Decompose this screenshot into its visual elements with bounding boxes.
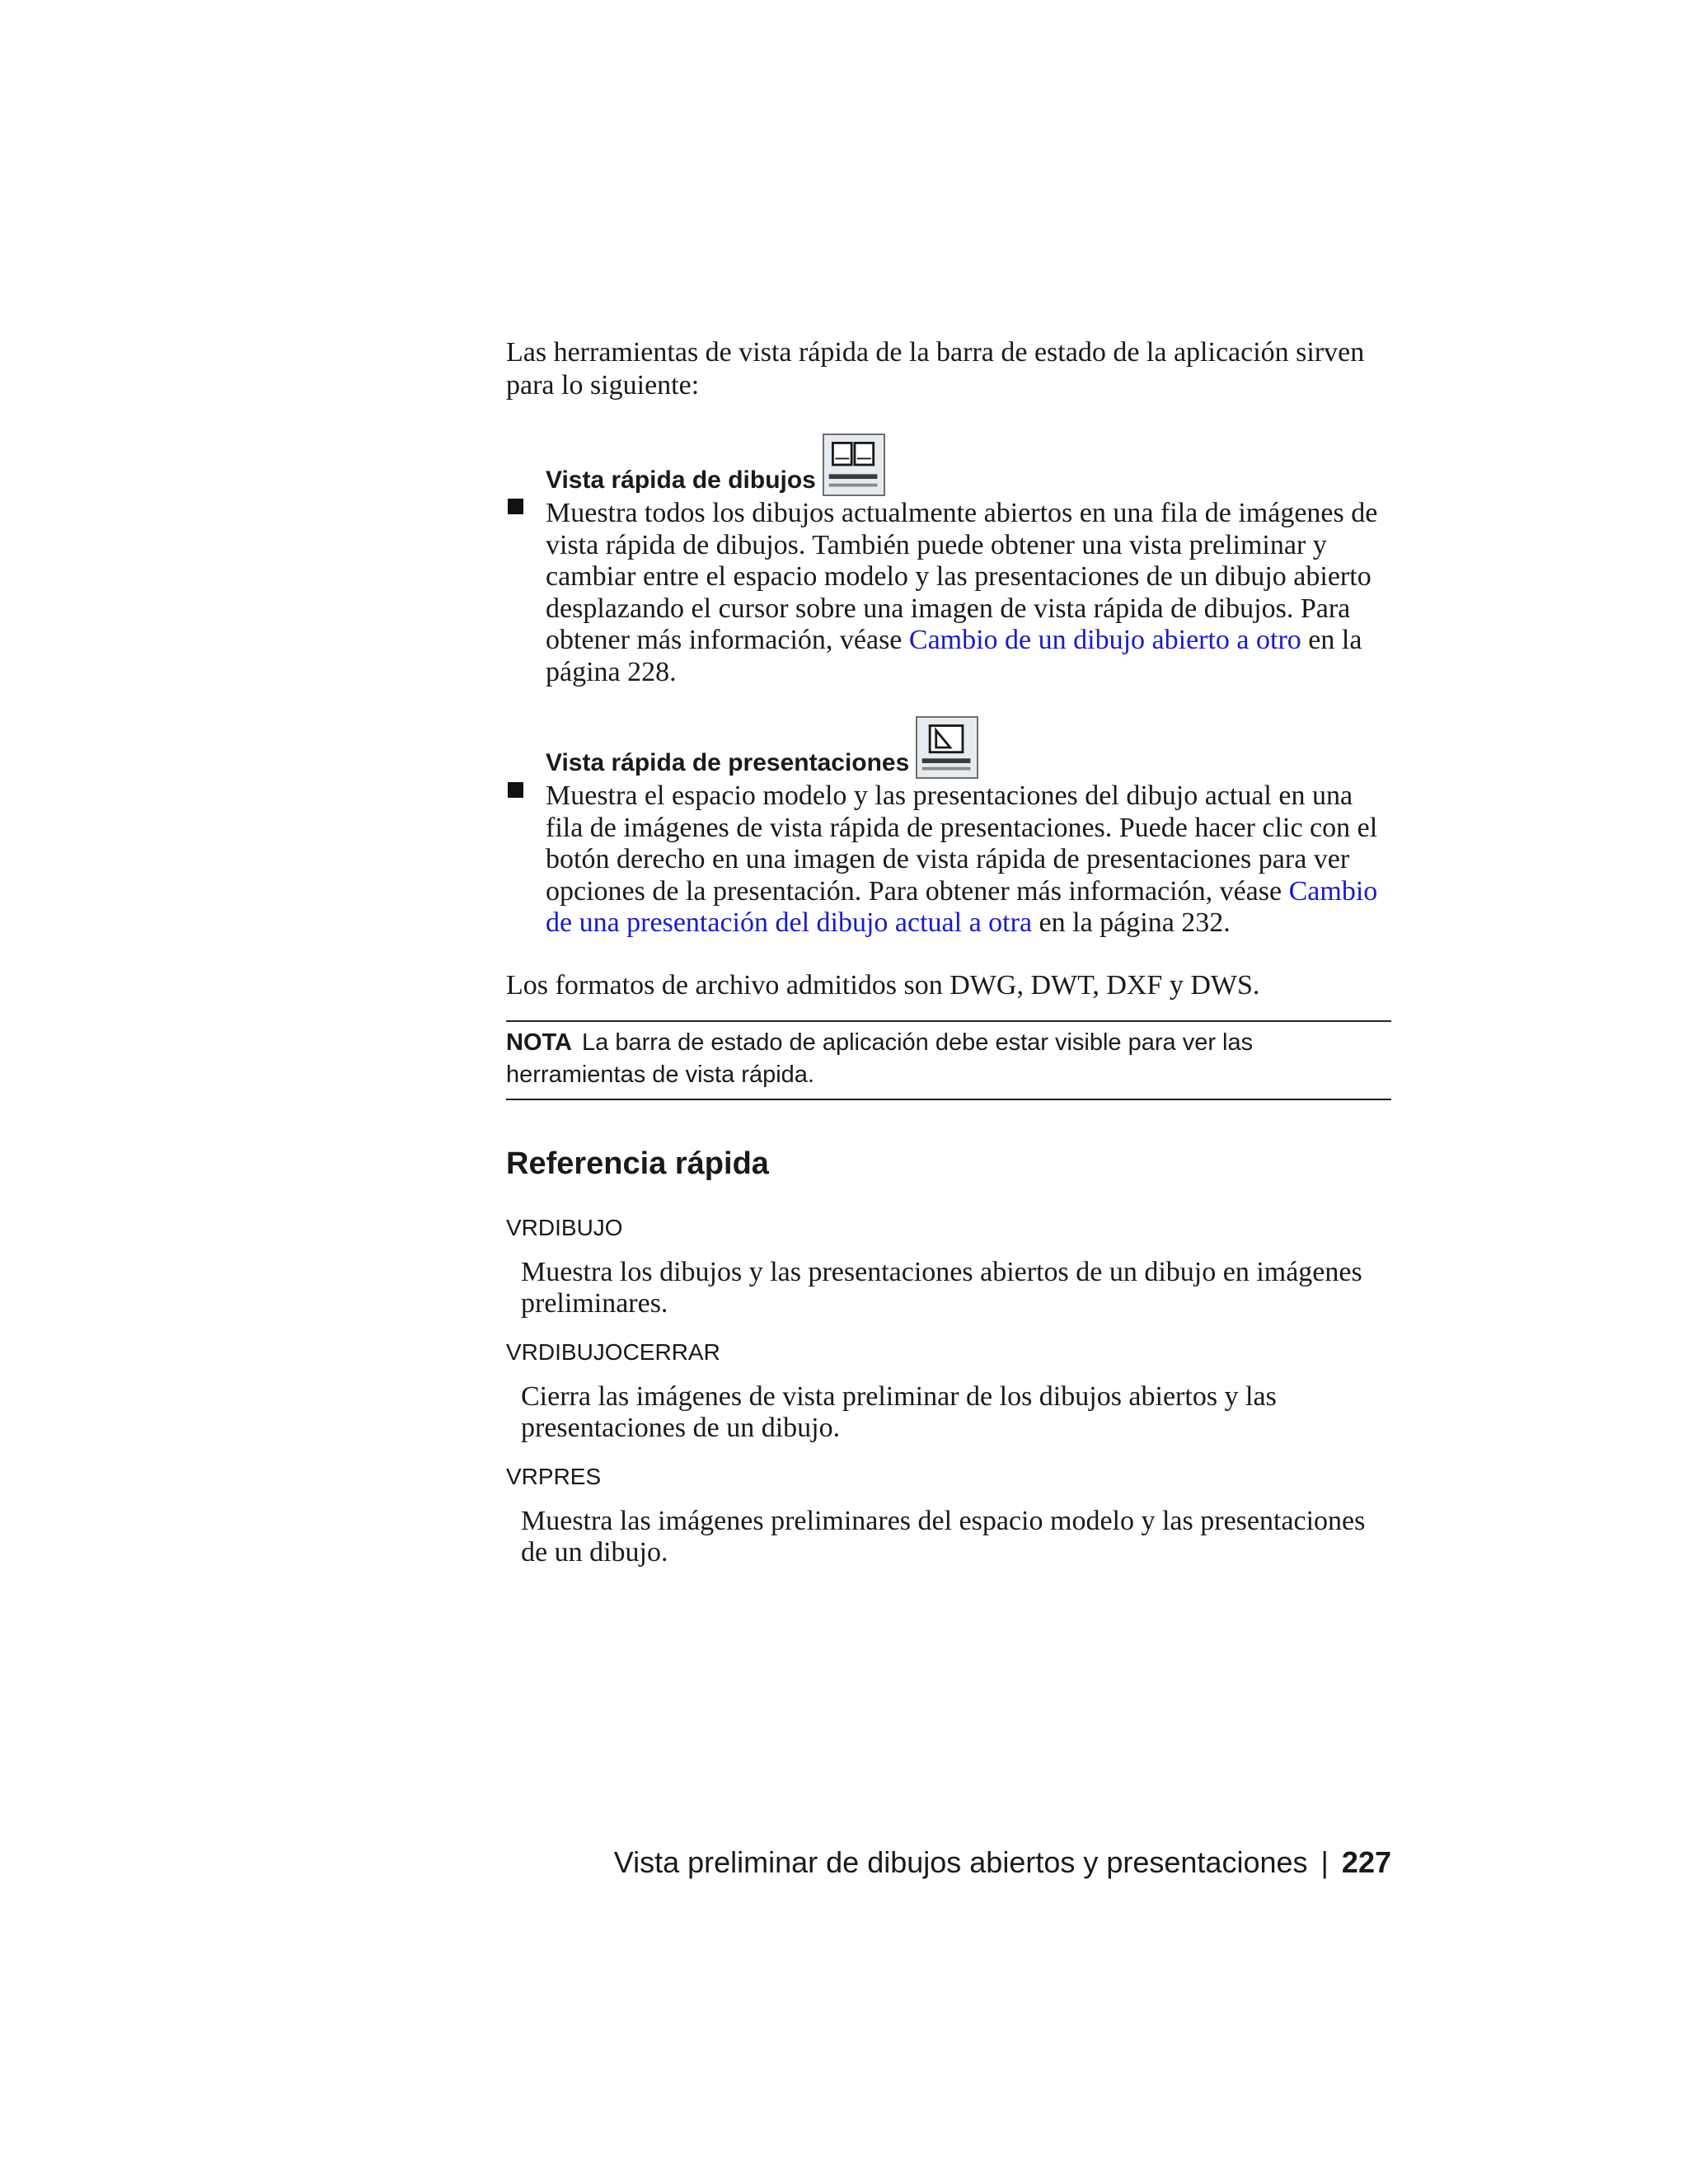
footer-separator: | xyxy=(1320,1845,1329,1879)
command-description: Muestra las imágenes preliminares del espacio modelo y las presentaciones de un dibujo. xyxy=(521,1505,1366,1568)
bullet-text: Muestra el espacio modelo y las presentaciones del dibujo actual en una fila de imágenes de vista rápida de presentaciones. Puede hacer clic con el botón derecho en una imagen de vista rápida de presentaciones para ver opciones de la presentación. Para obtener más información, véase xyxy=(546,780,1378,907)
bullet-heading xyxy=(546,430,1391,498)
bullet-text-page-ref: en la página 232. xyxy=(1032,907,1231,938)
command-description: Muestra los dibujos y las presentaciones abiertos de un dibujo en imágenes preliminares. xyxy=(521,1256,1362,1319)
quick-view-drawings-icon xyxy=(823,434,885,496)
bullet-marker xyxy=(508,499,523,514)
note-label: NOTA xyxy=(506,1029,573,1056)
note-text: La barra de estado de aplicación debe estar visible para ver las herramientas de vista rápida. xyxy=(506,1029,1254,1088)
bullet-text-page-ref: en la página 228. xyxy=(546,625,1362,687)
bullet-marker xyxy=(508,782,523,798)
page-number: 227 xyxy=(1341,1845,1391,1879)
bullet-description xyxy=(546,780,1391,940)
link-cambio-presentacion[interactable]: Cambio de una presentación del dibujo actual a otra xyxy=(546,875,1378,938)
bullet-quick-view-drawings xyxy=(506,430,1391,688)
note-box xyxy=(506,1020,1391,1100)
command-name: VRDIBUJO xyxy=(506,1214,623,1240)
section-title: Referencia rápida xyxy=(506,1146,769,1181)
page-content xyxy=(506,336,1391,1569)
quick-view-layouts-icon xyxy=(916,716,978,779)
bullet-title: Vista rápida de presentaciones xyxy=(546,749,910,776)
bullet-text: Muestra todos los dibujos actualmente abiertos en una fila de imágenes de vista rápida de dibujos. También puede obtener una vista preliminar y cambiar entre el espacio modelo y las presentaciones de un dibujo abierto desplazando el cursor sobre una imagen de vista rápida de dibujos. Para obtener más información, véase xyxy=(546,498,1378,655)
intro-paragraph: Las herramientas de vista rápida de la barra de estado de la aplicación sirven para lo siguiente: xyxy=(506,337,1365,401)
command-name: VRPRES xyxy=(506,1463,602,1489)
command-name: VRDIBUJOCERRAR xyxy=(506,1338,720,1365)
page-footer xyxy=(614,1844,1391,1881)
bullet-heading xyxy=(546,713,1391,780)
formats-paragraph: Los formatos de archivo admitidos son DWG, DWT, DXF y DWS. xyxy=(506,969,1260,1001)
bullet-quick-view-layouts xyxy=(506,713,1391,940)
bullet-title: Vista rápida de dibujos xyxy=(546,466,816,494)
bullet-description xyxy=(546,498,1391,688)
footer-title: Vista preliminar de dibujos abiertos y presentaciones xyxy=(613,1845,1308,1879)
link-cambio-dibujo[interactable]: Cambio de un dibujo abierto a otro xyxy=(908,625,1301,655)
command-description: Cierra las imágenes de vista preliminar de los dibujos abiertos y las presentaciones de un dibujo. xyxy=(521,1380,1277,1443)
